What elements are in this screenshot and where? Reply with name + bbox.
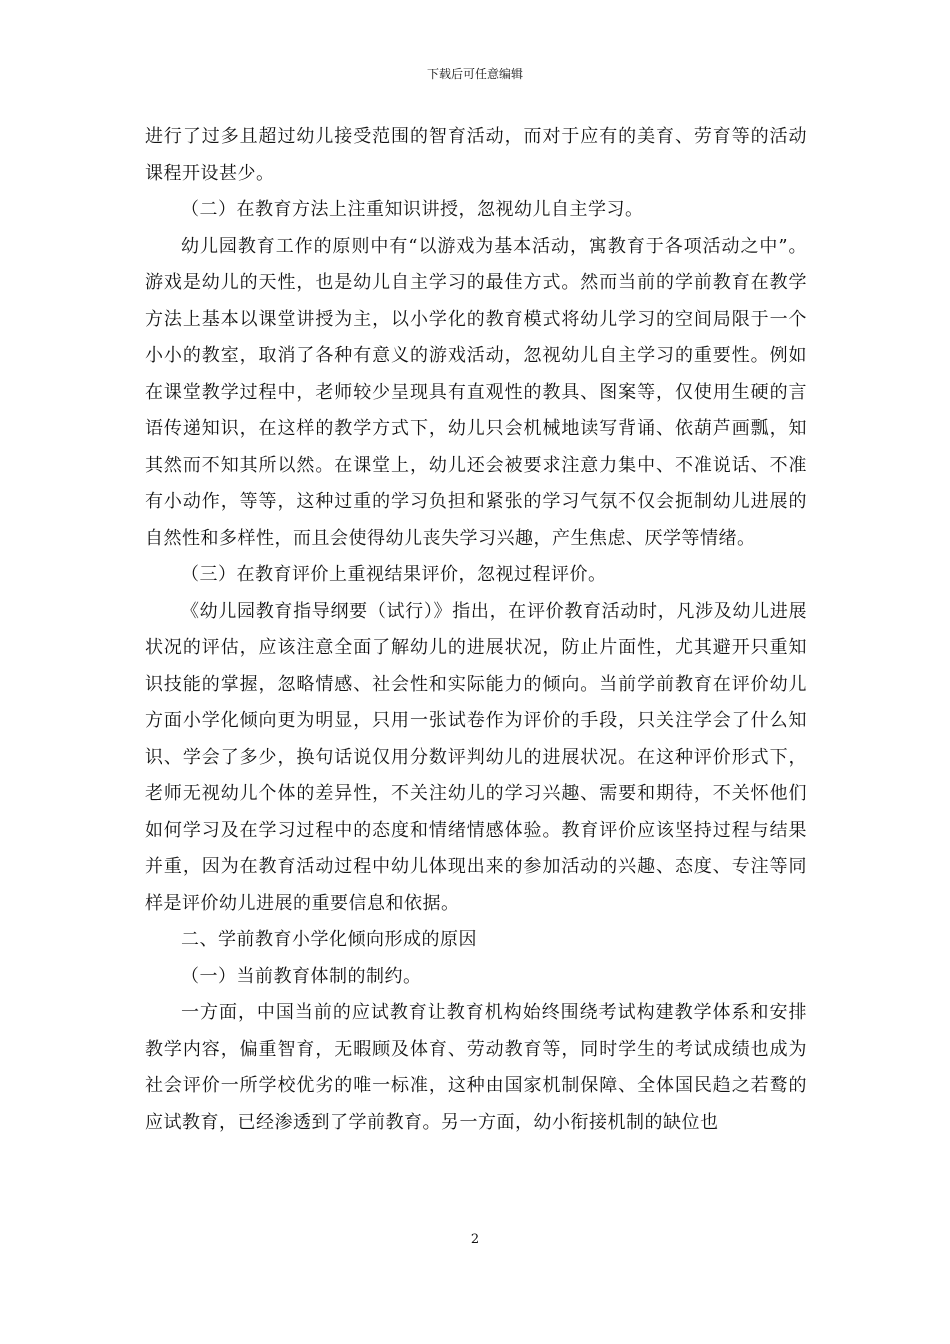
document-body [145, 119, 807, 1141]
paragraph-5: 《幼儿园教育指导纲要（试行）》指出，在评价教育活动时，凡涉及幼儿进展状况的评估，应该注意全面了解幼儿的进展状况，防止片面性，尤其避开只重知识技能的掌握，忽略情感、社会性和实际能力的倾向。当前学前教育在评价幼儿方面小学化倾向更为明显，只用一张试卷作为评价的手段，只关注学会了什么知识、学会了多少，换句话说仅用分数评判幼儿的进展状况。在这种评价形式下，老师无视幼儿个体的差异性，不关注幼儿的学习兴趣、需要和期待，不关怀他们如何学习及在学习过程中的态度和情绪情感体验。教育评价应该坚持过程与结果并重，因为在教育活动过程中幼儿体现出来的参加活动的兴趣、态度、专注等同样是评价幼儿进展的重要信息和依据。 [145, 600, 807, 914]
chapter-heading-2: 二、学前教育小学化倾向形成的原因 [181, 929, 477, 950]
paragraph-3: 幼儿园教育工作的原则中有“以游戏为基本活动，寓教育于各项活动之中”。游戏是幼儿的天性，也是幼儿自主学习的最佳方式。然而当前的学前教育在教学方法上基本以课堂讲授为主，以小学化的教育模式将幼儿学习的空间局限于一个小小的教室，取消了各种有意义的游戏活动，忽视幼儿自主学习的重要性。例如在课堂教学过程中，老师较少呈现具有直观性的教具、图案等，仅使用生硬的言语传递知识，在这样的教学方式下，幼儿只会机械地读写背诵、依葫芦画瓢，知其然而不知其所以然。在课堂上，幼儿还会被要求注意力集中、不准说话、不准有小动作，等等，这种过重的学习负担和紧张的学习气氛不仅会扼制幼儿进展的自然性和多样性，而且会使得幼儿丧失学习兴趣，产生焦虑、厌学等情绪。 [145, 235, 807, 549]
section-heading-1: （一）当前教育体制的制约。 [181, 965, 422, 987]
section-heading-3: （三）在教育评价上重视结果评价，忽视过程评价。 [181, 564, 607, 585]
paragraph-1: 进行了过多且超过幼儿接受范围的智育活动，而对于应有的美育、劳育等的活动课程开设甚少。 [145, 126, 807, 184]
section-heading-2: （二）在教育方法上注重知识讲授，忽视幼儿自主学习。 [181, 199, 644, 220]
paragraph-8: 一方面，中国当前的应试教育让教育机构始终围绕考试构建教学体系和安排教学内容，偏重智育，无暇顾及体育、劳动教育等，同时学生的考试成绩也成为社会评价一所学校优劣的唯一标准，这种由国家机制保障、全体国民趋之若鹜的应试教育，已经渗透到了学前教育。另一方面，幼小衔接机制的缺位也 [145, 1002, 807, 1133]
page-number: 2 [470, 1232, 480, 1247]
page-header: 下载后可任意编辑 [426, 67, 523, 81]
